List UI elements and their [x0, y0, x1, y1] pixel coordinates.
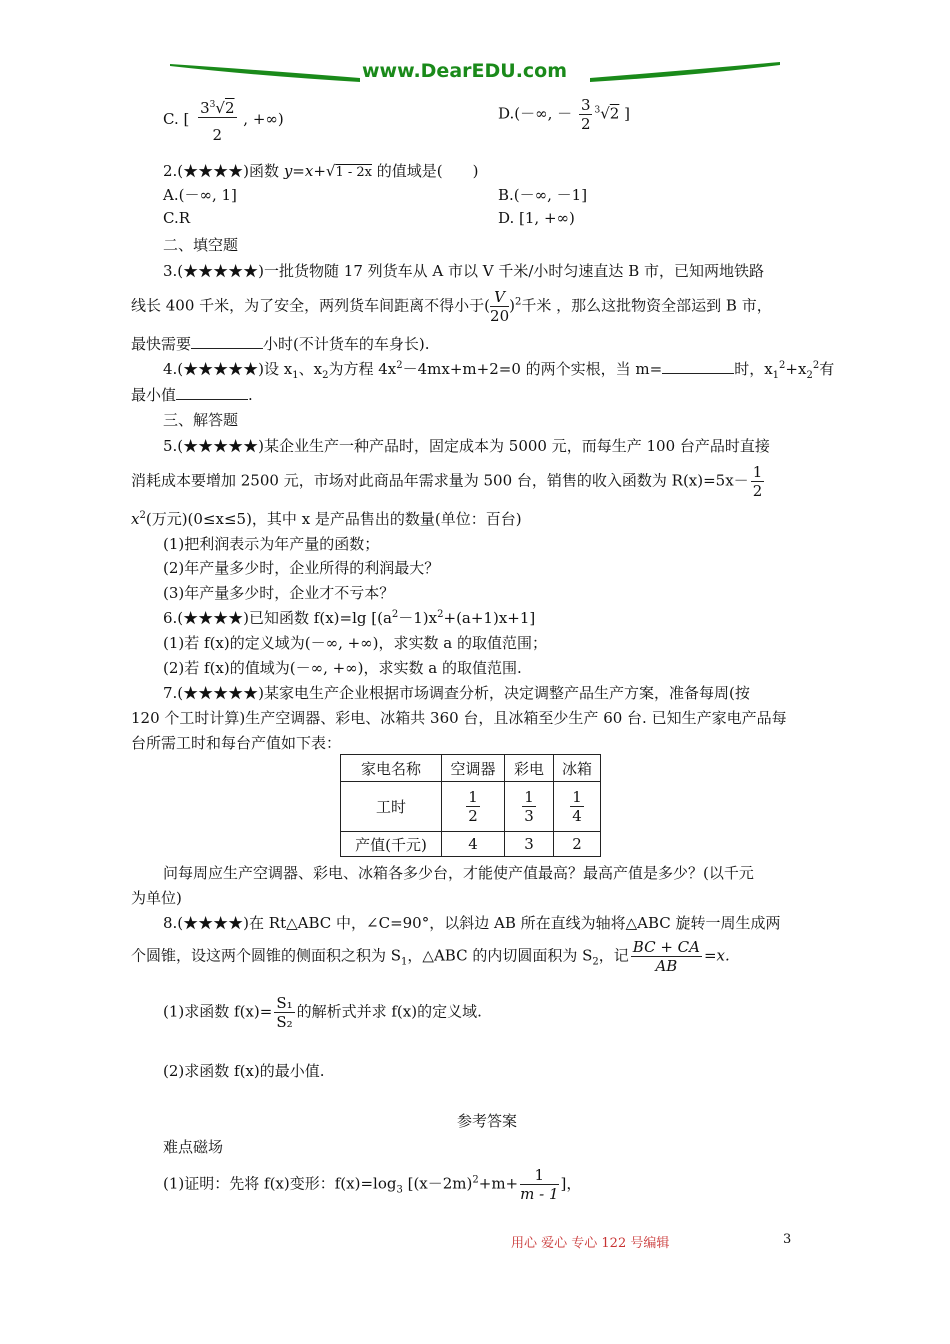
- table-header-cell: 家电名称: [341, 755, 442, 782]
- table-header-cell: 彩电: [505, 755, 554, 782]
- q7-after1: 问每周应生产空调器、彩电、冰箱各多少台，才能使产值最高？最高产值是多少？(以千元: [163, 864, 754, 882]
- q3-line3: 最快需要 小时(不计货车的车身长).: [131, 335, 430, 353]
- answers-proof: (1)证明：先将 f(x)变形：$f(x)=\log_3$ [$(x-2m)^2+m+$ $\frac{1}{m - 1}$ ]，: [163, 1166, 582, 1203]
- q7-line1: 7.(★★★★★)某家电生产企业根据市场调查分析，决定调整产品生产方案，准备每周(按: [163, 684, 750, 702]
- q7-line3: 台所需工时和每台产值如下表：: [131, 734, 342, 752]
- q7-after2: 为单位): [131, 889, 182, 907]
- section-heading-fill: 二、填空题: [163, 236, 239, 254]
- q7-line2: 120 个工时计算)生产空调器、彩电、冰箱共 360 台，且冰箱至少生产 60 台. 已知生产家电产品每: [131, 709, 787, 727]
- q1-option-d: D.(－∞, － $\frac{3}{2}$ $^3$√2 ]: [498, 96, 630, 133]
- table-row: [341, 832, 601, 857]
- footer-credit: 用心 爱心 专心 122 号编辑: [511, 1236, 670, 1251]
- q2-option-c: C.R: [163, 209, 191, 227]
- q6-sub1: (1)若 f(x)的定义域为(－∞, +∞)，求实数 a 的取值范围；: [163, 634, 548, 652]
- table-cell: 3: [505, 832, 554, 857]
- table-cell: $\frac{1}{2}$: [442, 782, 505, 832]
- answer-blank[interactable]: [662, 361, 734, 374]
- table-cell: $\frac{1}{4}$: [554, 782, 601, 832]
- q6-line1: 6.(★★★★)已知函数 f(x)=lg $[(a^2-1)x^2+(a+1)x+1]$: [163, 609, 536, 627]
- table-cell: 4: [442, 832, 505, 857]
- q8-sub2: (2)求函数 f(x)的最小值.: [163, 1062, 325, 1080]
- table-header-row: [341, 755, 601, 782]
- production-table: [340, 754, 601, 857]
- q1-option-c: C. [ $\frac{3^3√2}{2}$ , +∞): [163, 96, 284, 144]
- q5-sub1: (1)把利润表示为年产量的函数；: [163, 535, 380, 553]
- table-header-cell: 冰箱: [554, 755, 601, 782]
- table-cell: 2: [554, 832, 601, 857]
- q5-sub2: (2)年产量多少时，企业所得的利润最大？: [163, 559, 440, 577]
- table-row-label: 产值(千元): [341, 832, 442, 857]
- q5-sub3: (3)年产量多少时，企业才不亏本？: [163, 584, 395, 602]
- answer-blank[interactable]: [176, 387, 248, 400]
- q2-option-b: B.(－∞, －1]: [498, 186, 588, 204]
- q2-stem: 2.(★★★★)函数 y=x+√1 - 2x 的值域是( ): [163, 162, 479, 180]
- q4-line2: 最小值 .: [131, 386, 253, 404]
- section-heading-solve: 三、解答题: [163, 411, 239, 429]
- q8-line1: 8.(★★★★)在 Rt△ABC 中，∠C=90°，以斜边 AB 所在直线为轴将△ABC 旋转一周生成两: [163, 914, 781, 932]
- q4-line1: 4.(★★★★★)设 $x_1$、$x_2$为方程 $4x^2-4mx+m+2=0$ 的两个实根，当 m= 时，$x_1^2+x_2^2$有: [163, 360, 835, 381]
- q5-line3: $x^2$(万元)(0≤x≤5)，其中 x 是产品售出的数量(单位：百台): [131, 510, 522, 528]
- site-logo[interactable]: [170, 56, 780, 96]
- q5-line1: 5.(★★★★★)某企业生产一种产品时，固定成本为 5000 元，而每生产 100 台产品时直接: [163, 437, 770, 455]
- answer-blank[interactable]: [191, 336, 263, 349]
- table-header-cell: 空调器: [442, 755, 505, 782]
- q2-option-a: A.(－∞, 1]: [163, 186, 237, 204]
- table-row: [341, 782, 601, 832]
- q3-line2: 线长 400 千米，为了安全，两列货车间距离不得小于( $\frac{V}{20}$ )$^2$千米 ，那么这批物资全部运到 B 市，: [131, 288, 772, 325]
- q2-option-d: D. [1, +∞): [498, 209, 575, 227]
- q8-sub1: (1)求函数 f(x)= $\frac{\text{S₁}}{\text{S₂}}$ 的解析式并求 f(x)的定义域.: [163, 994, 482, 1031]
- q6-sub2: (2)若 f(x)的值域为(－∞, +∞)，求实数 a 的取值范围.: [163, 659, 522, 677]
- answers-title: 参考答案: [457, 1112, 518, 1130]
- site-url[interactable]: www.DearEDU.com: [362, 60, 568, 82]
- q8-line2: 个圆锥，设这两个圆锥的侧面积之积为 $S_1$，△ABC 的内切圆面积为 $S_2$，记 $\frac{BC + CA}{AB}$ =x.: [131, 938, 730, 975]
- q5-line2: 消耗成本要增加 2500 元，市场对此商品年需求量为 500 台，销售的收入函数为 R(x)=5x－ $\frac{1}{2}$: [131, 463, 763, 500]
- q3-line1: 3.(★★★★★)一批货物随 17 列货车从 A 市以 V 千米/小时匀速直达 B 市，已知两地铁路: [163, 262, 764, 280]
- table-cell: $\frac{1}{3}$: [505, 782, 554, 832]
- page-number: 3: [783, 1232, 792, 1247]
- table-row-label: 工时: [341, 782, 442, 832]
- answers-subtitle: 难点磁场: [163, 1138, 224, 1156]
